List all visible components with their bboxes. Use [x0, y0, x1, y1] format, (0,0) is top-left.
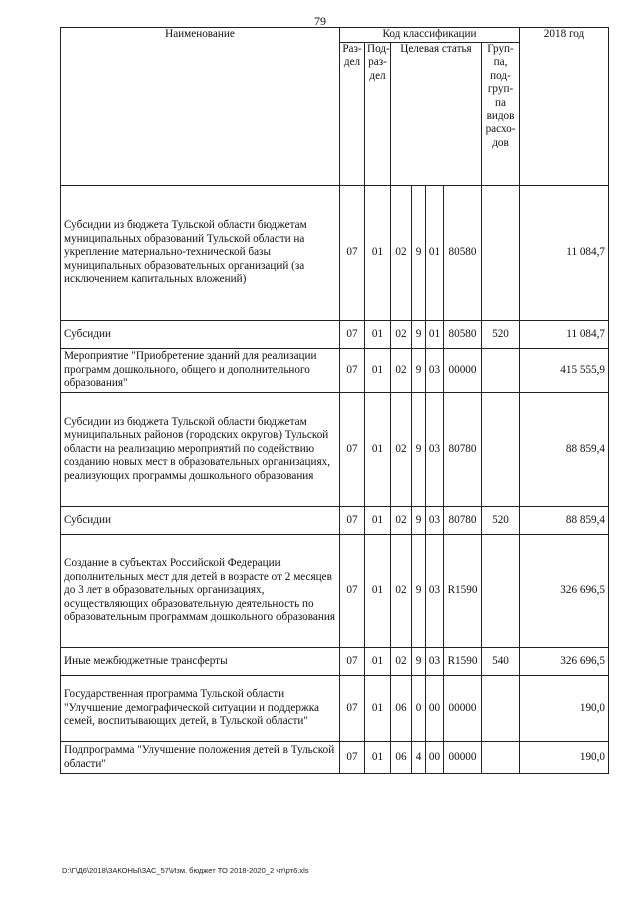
- cell-t1: 06: [391, 742, 412, 774]
- table-row: [61, 507, 609, 535]
- cell-pr: 01: [365, 186, 391, 321]
- cell-t4: 80580: [444, 186, 482, 321]
- cell-t1: 02: [391, 186, 412, 321]
- cell-t4: 00000: [444, 676, 482, 742]
- cell-rz: 07: [340, 393, 365, 507]
- table-row: [61, 321, 609, 349]
- cell-sum: 326 696,5: [520, 535, 609, 648]
- cell-vr: 520: [482, 507, 520, 535]
- cell-vr: [482, 393, 520, 507]
- cell-sum: 190,0: [520, 676, 609, 742]
- cell-t3: 03: [426, 535, 444, 648]
- cell-t3: 01: [426, 321, 444, 349]
- cell-name: Подпрограмма "Улучшение положения детей в Тульской области": [61, 742, 340, 774]
- cell-name: Иные межбюджетные трансферты: [61, 648, 340, 676]
- budget-table: [60, 27, 609, 774]
- cell-t4: R1590: [444, 648, 482, 676]
- cell-t4: R1590: [444, 535, 482, 648]
- cell-name: Государственная программа Тульской области "Улучшение демографической ситуации и поддержка семей, воспитывающих детей, в Тульской области": [61, 676, 340, 742]
- cell-vr: [482, 535, 520, 648]
- cell-pr: 01: [365, 676, 391, 742]
- cell-t2: 9: [412, 507, 426, 535]
- cell-sum: 11 084,7: [520, 321, 609, 349]
- cell-name: Субсидии из бюджета Тульской области бюджетам муниципальных районов (городских округов) Тульской области на реализацию мероприятий по содействию созданию новых мест в образовательных организациях, реализующих программы дошкольного образования: [61, 393, 340, 507]
- cell-t1: 02: [391, 535, 412, 648]
- cell-vr: [482, 186, 520, 321]
- cell-t3: 00: [426, 742, 444, 774]
- cell-rz: 07: [340, 507, 365, 535]
- cell-rz: 07: [340, 742, 365, 774]
- cell-t2: 9: [412, 321, 426, 349]
- cell-pr: 01: [365, 648, 391, 676]
- table-row: [61, 676, 609, 742]
- cell-t3: 03: [426, 507, 444, 535]
- cell-t2: 9: [412, 349, 426, 393]
- cell-vr: [482, 676, 520, 742]
- cell-t3: 03: [426, 349, 444, 393]
- cell-name: Субсидии: [61, 507, 340, 535]
- table-row: [61, 186, 609, 321]
- cell-t4: 00000: [444, 742, 482, 774]
- cell-t4: 80780: [444, 507, 482, 535]
- cell-t4: 00000: [444, 349, 482, 393]
- cell-t3: 01: [426, 186, 444, 321]
- cell-name: Субсидии из бюджета Тульской области бюджетам муниципальных образований Тульской области на укрепление материально-технической базы муниципальных образовательных организаций (за исключением капитальных вложений): [61, 186, 340, 321]
- cell-rz: 07: [340, 676, 365, 742]
- cell-sum: 11 084,7: [520, 186, 609, 321]
- cell-name: Мероприятие "Приобретение зданий для реализации программ дошкольного, общего и дополнительного образования": [61, 349, 340, 393]
- header-name: Наименование: [61, 28, 340, 186]
- cell-sum: 415 555,9: [520, 349, 609, 393]
- cell-t1: 06: [391, 676, 412, 742]
- file-path-footer: D:\Г\Д6\2018\ЗАКОНЫ\ЗАС_57\Изм. бюджет ТО 2018-2020_2 чт\рт6.xls: [62, 866, 309, 875]
- cell-t2: 9: [412, 648, 426, 676]
- cell-t2: 4: [412, 742, 426, 774]
- cell-sum: 326 696,5: [520, 648, 609, 676]
- cell-pr: 01: [365, 507, 391, 535]
- cell-pr: 01: [365, 535, 391, 648]
- cell-sum: 190,0: [520, 742, 609, 774]
- cell-vr: 540: [482, 648, 520, 676]
- cell-t3: 00: [426, 676, 444, 742]
- table-row: [61, 742, 609, 774]
- cell-pr: 01: [365, 321, 391, 349]
- page-number: 79: [314, 14, 326, 28]
- cell-t2: 0: [412, 676, 426, 742]
- cell-t1: 02: [391, 349, 412, 393]
- cell-t1: 02: [391, 393, 412, 507]
- cell-vr: 520: [482, 321, 520, 349]
- header-year: 2018 год: [520, 28, 609, 186]
- cell-rz: 07: [340, 349, 365, 393]
- cell-rz: 07: [340, 186, 365, 321]
- header-podrazdel: Под- раз- дел: [365, 43, 391, 186]
- cell-t2: 9: [412, 393, 426, 507]
- cell-t3: 03: [426, 393, 444, 507]
- cell-t1: 02: [391, 321, 412, 349]
- table-row: [61, 393, 609, 507]
- cell-t2: 9: [412, 535, 426, 648]
- table-row: [61, 648, 609, 676]
- cell-t1: 02: [391, 648, 412, 676]
- header-razdel: Раз- дел: [340, 43, 365, 186]
- cell-vr: [482, 742, 520, 774]
- cell-t1: 02: [391, 507, 412, 535]
- cell-t4: 80580: [444, 321, 482, 349]
- cell-pr: 01: [365, 349, 391, 393]
- cell-vr: [482, 349, 520, 393]
- table-body: [61, 186, 609, 774]
- cell-name: Субсидии: [61, 321, 340, 349]
- cell-t4: 80780: [444, 393, 482, 507]
- cell-name: Создание в субъектах Российской Федерации дополнительных мест для детей в возрасте от 2 месяцев до 3 лет в образовательных организациях, осуществляющих образовательную деятельность по образовательным программам дошкольного образования: [61, 535, 340, 648]
- table-row: [61, 535, 609, 648]
- header-vid: Груп- па, под- груп- па видов расхо- дов: [482, 43, 520, 186]
- header-target: Целевая статья: [391, 43, 482, 186]
- cell-rz: 07: [340, 321, 365, 349]
- cell-pr: 01: [365, 742, 391, 774]
- cell-sum: 88 859,4: [520, 507, 609, 535]
- cell-rz: 07: [340, 648, 365, 676]
- cell-t3: 03: [426, 648, 444, 676]
- header-code-group: Код классификации: [340, 28, 520, 43]
- table-row: [61, 349, 609, 393]
- cell-t2: 9: [412, 186, 426, 321]
- cell-sum: 88 859,4: [520, 393, 609, 507]
- cell-pr: 01: [365, 393, 391, 507]
- cell-rz: 07: [340, 535, 365, 648]
